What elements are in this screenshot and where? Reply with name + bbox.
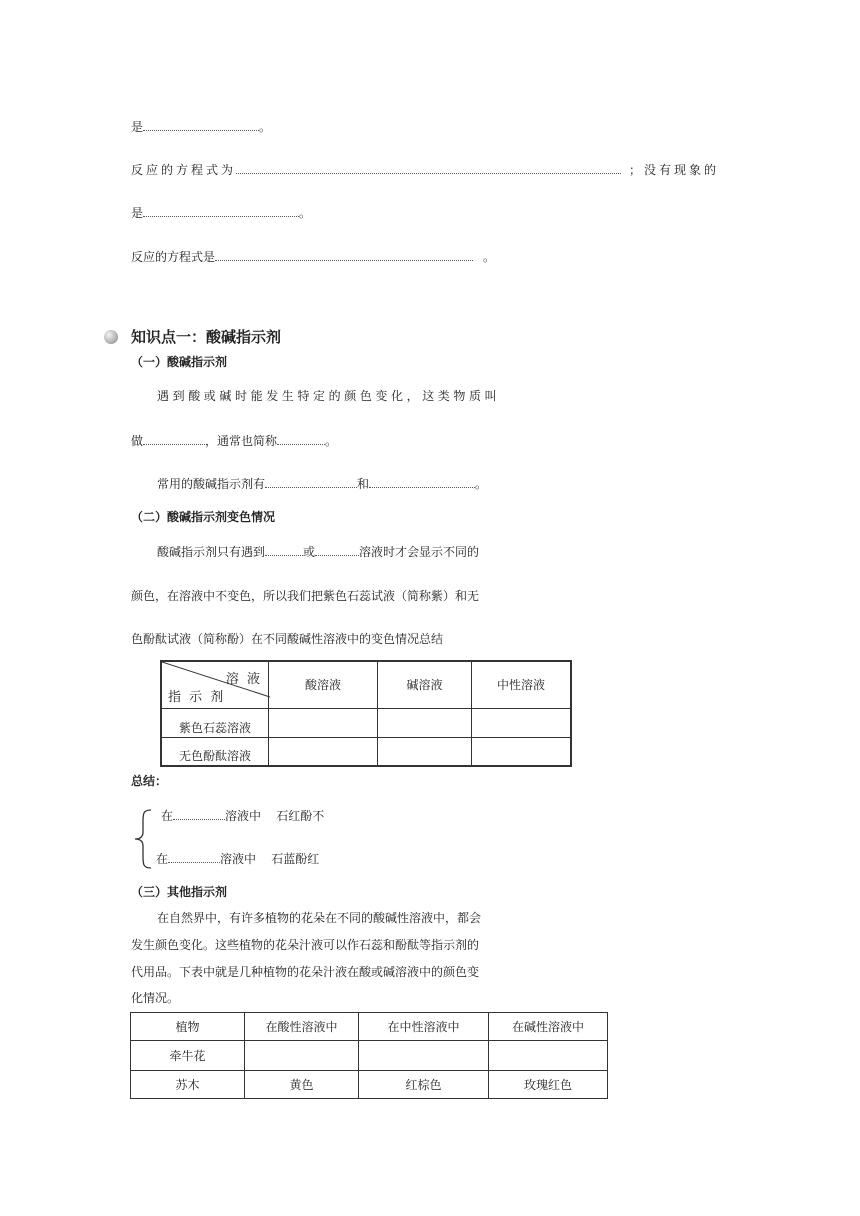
subsection-title-3: （三）其他指示剂 [131,885,228,899]
indicator-table [160,660,572,767]
blank[interactable] [315,543,359,556]
fill-line-3 [131,204,311,221]
fill-line-2-start: 反应的方程式为 [131,163,237,177]
text: 在 [161,809,174,823]
table-header-cell: 碱溶液 [378,661,472,708]
table-header-cell: 植物 [131,1013,245,1041]
summary-line-1 [161,807,324,824]
paragraph-5: 色酚酞试液（简称酚）在不同酸碱性溶液中的变色情况总结 [131,632,444,646]
fill-line-1-start: 是 [131,120,144,134]
table-cell[interactable] [359,1041,489,1071]
table-header-cell: 酸溶液 [269,661,378,708]
text: 和 [357,477,370,491]
left-brace-icon [131,808,155,870]
blank[interactable] [173,807,225,820]
table-cell[interactable] [489,1041,608,1071]
blank[interactable] [168,850,220,863]
section-title: 知识点一：酸碱指示剂 [131,328,282,346]
fill-line-4-start: 反应的方程式是 [131,250,216,264]
text: 溶液中 石红酚不 [225,809,325,823]
fill-line-2-end: ；没有现象的 [629,163,720,177]
paragraph-1b [131,432,337,449]
paragraph-3 [157,543,479,560]
fill-line-1-end: 。 [259,120,272,134]
table-row-label: 紫色石蕊溶液 [161,708,269,737]
table-cell[interactable] [378,737,472,766]
table-header-cell: 中性溶液 [472,661,572,708]
table-cell[interactable] [378,708,472,737]
section-bullet-icon [104,330,118,344]
table-cell[interactable] [472,737,572,766]
section3-paragraph-4: 化情况。 [131,991,180,1005]
blank[interactable] [277,432,325,445]
table-cell[interactable] [472,708,572,737]
text: 。 [325,434,338,448]
corner-top-label: 溶 液 [225,672,262,687]
fill-line-4 [131,248,495,265]
text: 酸碱指示剂只有遇到 [157,545,266,559]
text: 做 [131,434,144,448]
text: 溶液中 石蓝酚红 [220,852,320,866]
text: ，通常也简称 [205,434,278,448]
paragraph-1a: 遇到酸或碱时能发生特定的颜色变化，这类物质叫 [157,389,501,403]
blank[interactable] [369,475,475,488]
subsection-title-2: （二）酸碱指示剂变色情况 [131,510,276,524]
table-corner-cell [161,661,269,708]
table-cell[interactable] [269,708,378,737]
paragraph-4: 颜色，在溶液中不变色，所以我们把紫色石蕊试液（简称紫）和无 [131,589,480,603]
blank[interactable] [215,248,473,261]
table-row-label: 苏木 [131,1071,245,1099]
text: 常用的酸碱指示剂有 [157,477,266,491]
table-cell: 红棕色 [359,1071,489,1099]
table-cell[interactable] [269,737,378,766]
fill-line-3-start: 是 [131,206,144,220]
blank[interactable] [265,475,357,488]
corner-bottom-label: 指 示 剂 [168,689,226,705]
text: 在 [156,852,169,866]
table-row-label: 无色酚酞溶液 [161,737,269,766]
section3-paragraph-3: 代用品。下表中就是几种植物的花朵汁液在酸或碱溶液中的颜色变 [131,965,480,979]
section3-paragraph-2: 发生颜色变化。这些植物的花朵汁液可以作石蕊和酚酞等指示剂的 [131,938,480,952]
fill-line-3-end: 。 [299,206,312,220]
text: 或 [303,545,316,559]
blank[interactable] [236,161,621,174]
table-cell[interactable] [245,1041,359,1071]
summary-label: 总结： [131,774,168,788]
plant-color-table [130,1012,608,1099]
table-header-cell: 在酸性溶液中 [245,1013,359,1041]
fill-line-2 [131,161,719,178]
text: 溶液时才会显示不同的 [359,545,480,559]
summary-line-2 [156,850,319,867]
table-header-cell: 在碱性溶液中 [489,1013,608,1041]
blank[interactable] [265,543,303,556]
table-row-label: 牵牛花 [131,1041,245,1071]
fill-line-4-end: 。 [483,250,496,264]
subsection-title-1: （一）酸碱指示剂 [131,355,228,369]
table-cell: 玫瑰红色 [489,1071,608,1099]
fill-line-1 [131,118,271,135]
paragraph-2 [157,475,487,492]
blank[interactable] [143,118,259,131]
table-cell: 黄色 [245,1071,359,1099]
section3-paragraph-1: 在自然界中，有许多植物的花朵在不同的酸碱性溶液中，都会 [157,911,482,925]
blank[interactable] [143,432,205,445]
table-header-cell: 在中性溶液中 [359,1013,489,1041]
blank[interactable] [143,204,299,217]
text: 。 [475,477,488,491]
